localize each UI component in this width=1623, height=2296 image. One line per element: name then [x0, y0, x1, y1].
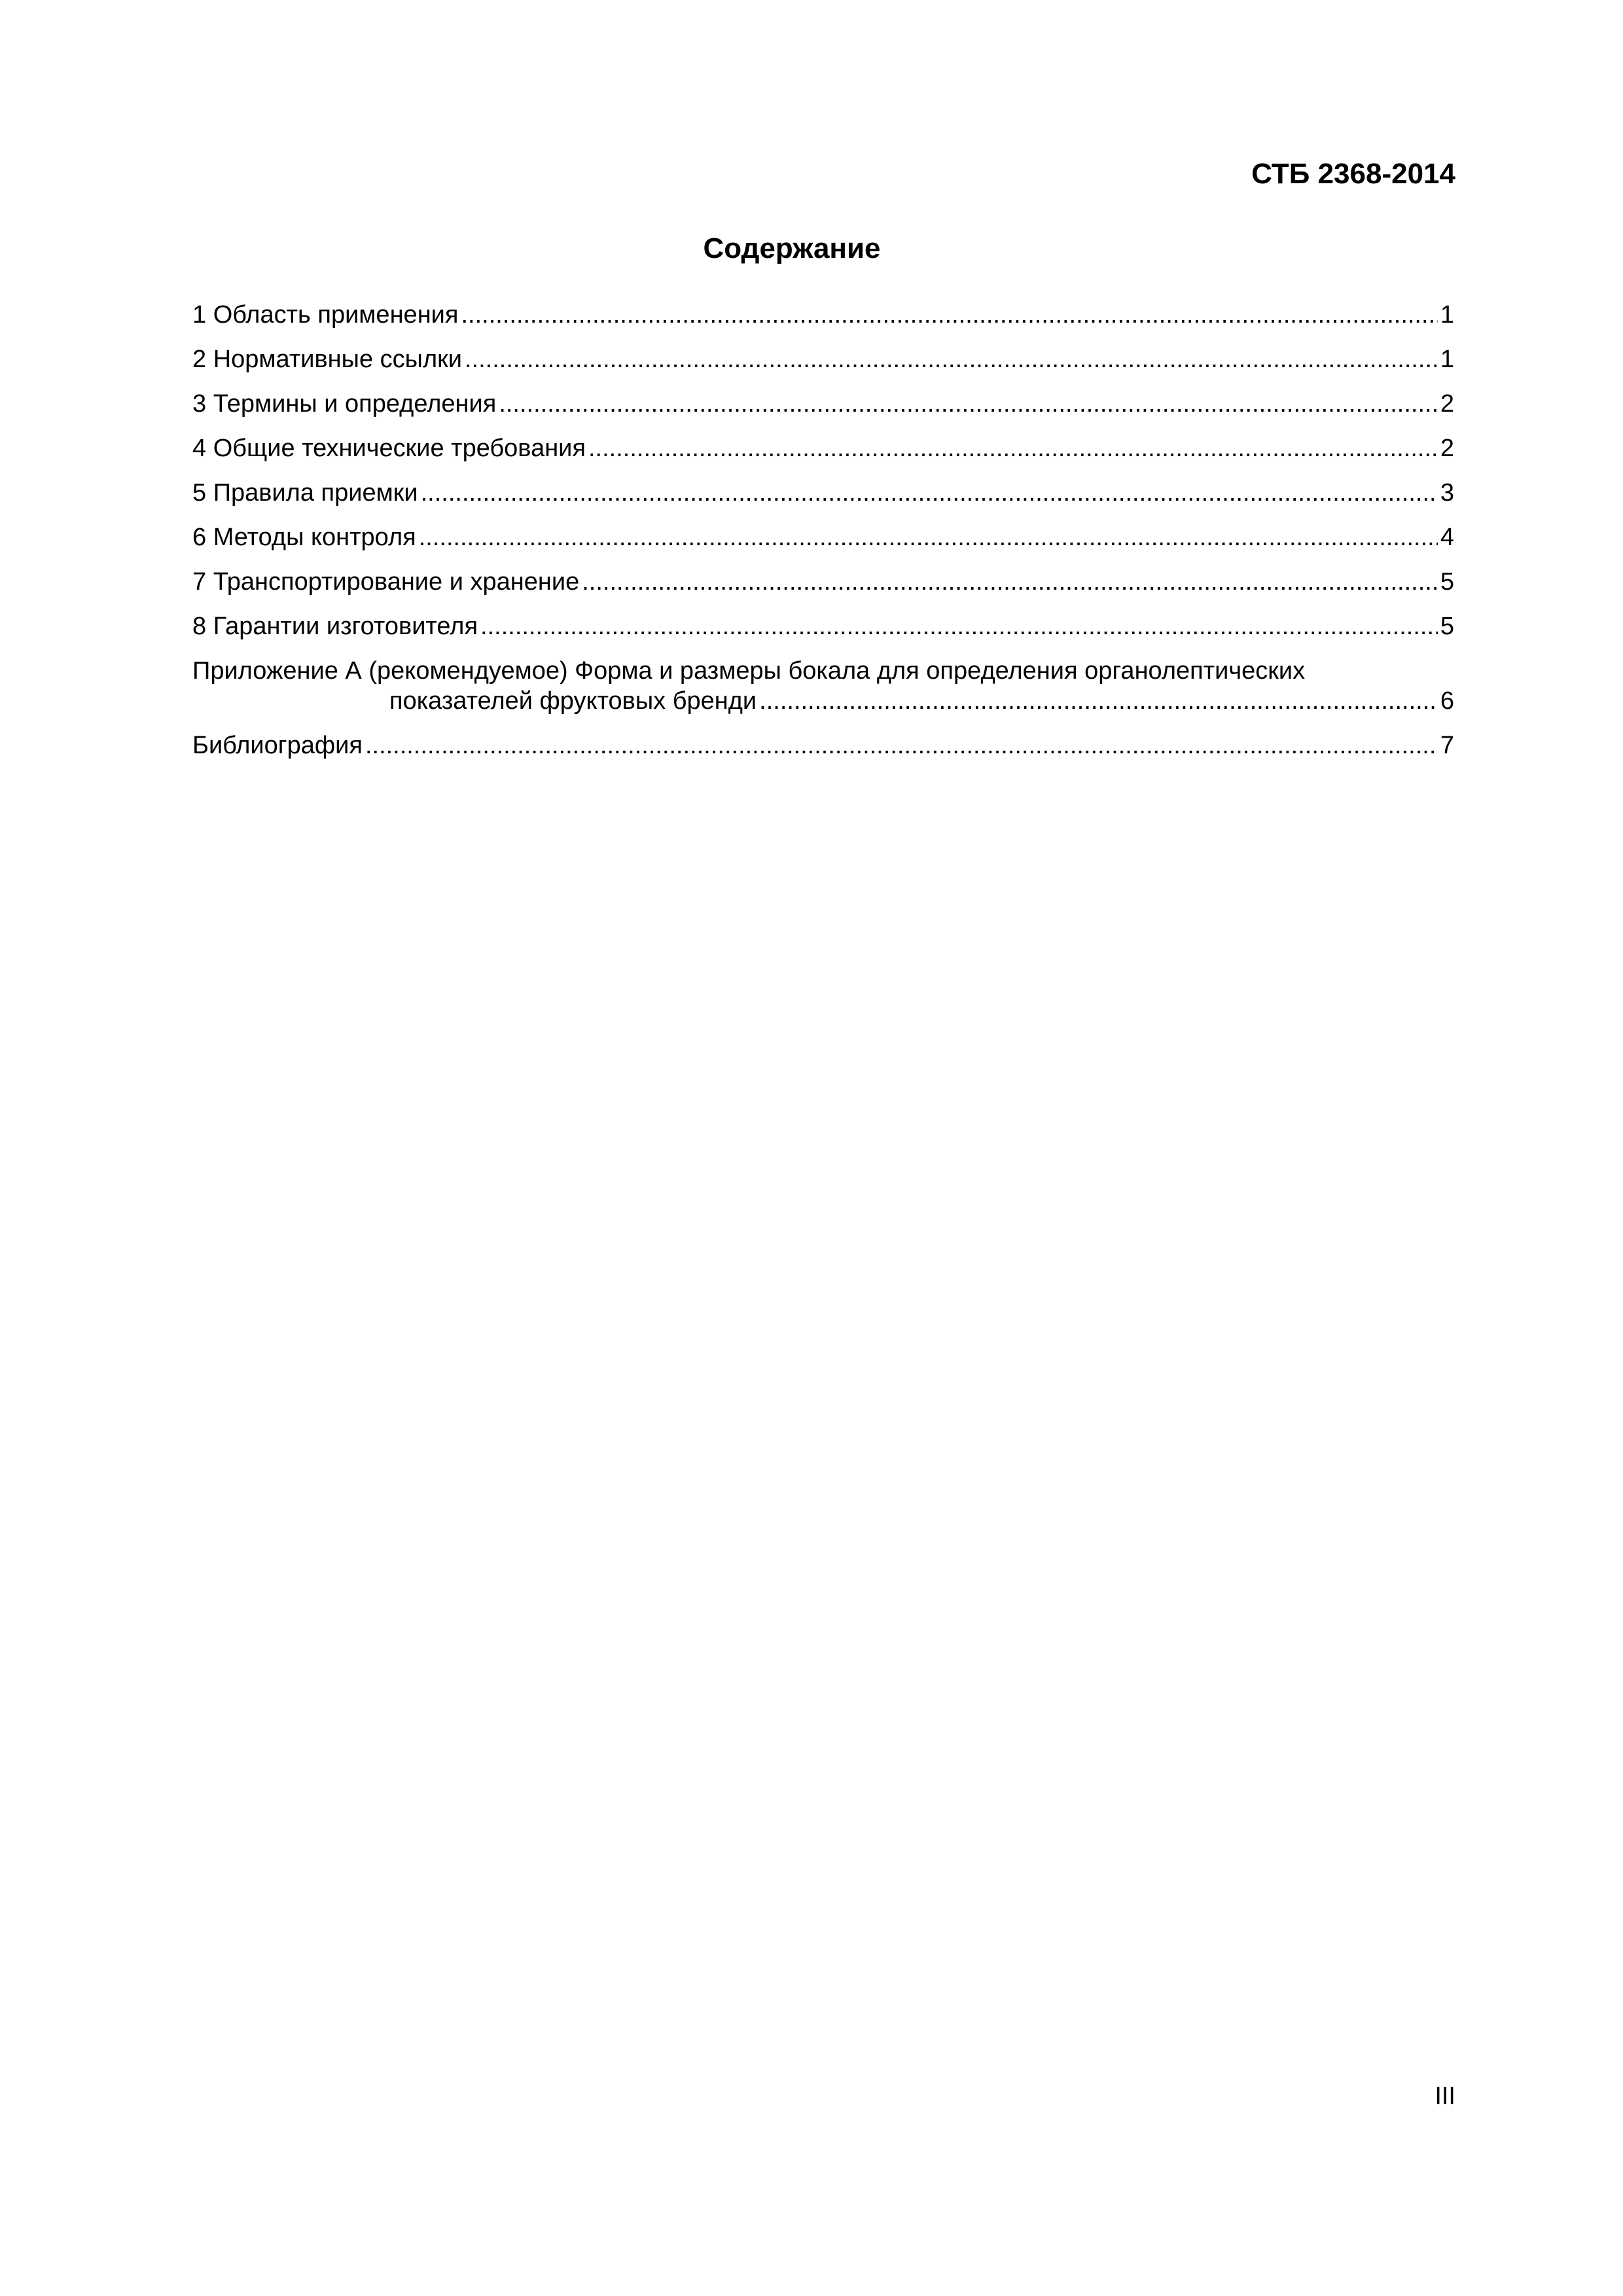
toc-entry-1[interactable]	[192, 300, 1454, 330]
toc-entry-page: 7	[1440, 732, 1454, 759]
document-code: СТБ 2368-2014	[1251, 158, 1455, 190]
toc-entry-label: 7 Транспортирование и хранение	[192, 568, 580, 596]
toc-entry-4[interactable]	[192, 433, 1454, 463]
toc-entry-2[interactable]	[192, 344, 1454, 374]
toc-entry-8[interactable]	[192, 611, 1454, 641]
toc-entry-label: 8 Гарантии изготовителя	[192, 613, 478, 640]
toc-entry-page: 2	[1440, 390, 1454, 418]
toc-leader-dots	[499, 389, 1438, 419]
toc-leader-dots	[421, 478, 1438, 508]
toc-leader-dots	[588, 433, 1438, 463]
toc-entry-label-continued: показателей фруктовых бренди	[389, 687, 757, 715]
toc-entry-6[interactable]	[192, 522, 1454, 552]
toc-leader-dots	[480, 611, 1438, 641]
toc-entry-label: Библиография	[192, 732, 363, 759]
page-number: III	[1435, 2083, 1455, 2110]
toc-leader-dots	[465, 344, 1438, 374]
toc-entry-page: 3	[1440, 479, 1454, 507]
toc-entry-continuation	[192, 686, 1454, 716]
toc-entry-page: 5	[1440, 568, 1454, 596]
toc-entry-label: 5 Правила приемки	[192, 479, 418, 507]
toc-leader-dots	[419, 522, 1438, 552]
toc-entry-page: 2	[1440, 435, 1454, 462]
toc-leader-dots	[759, 686, 1438, 716]
toc-leader-dots	[461, 300, 1437, 330]
toc-entry-label: 6 Методы контроля	[192, 524, 416, 551]
toc-title: Содержание	[703, 232, 881, 264]
toc-entry-page: 4	[1440, 524, 1454, 551]
toc-entry-label: 2 Нормативные ссылки	[192, 346, 462, 373]
toc-entry-page: 6	[1440, 687, 1454, 715]
toc-entry-page: 1	[1440, 346, 1454, 373]
toc-entry-label: 4 Общие технические требования	[192, 435, 586, 462]
toc-entry-label: 3 Термины и определения	[192, 390, 497, 418]
toc-entry-page: 5	[1440, 613, 1454, 640]
toc-leader-dots	[365, 730, 1438, 761]
toc-entry-3[interactable]	[192, 389, 1454, 419]
toc-entry-bibliography[interactable]	[192, 730, 1454, 761]
toc-entry-7[interactable]	[192, 567, 1454, 597]
table-of-contents	[192, 300, 1454, 775]
toc-entry-5[interactable]	[192, 478, 1454, 508]
toc-leader-dots	[582, 567, 1438, 597]
toc-entry-appendix-a[interactable]	[192, 656, 1454, 716]
toc-entry-label: 1 Область применения	[192, 301, 459, 329]
toc-entry-label: Приложение А (рекомендуемое) Форма и размеры бокала для определения органолептических	[192, 657, 1306, 685]
toc-entry-page: 1	[1440, 301, 1454, 329]
